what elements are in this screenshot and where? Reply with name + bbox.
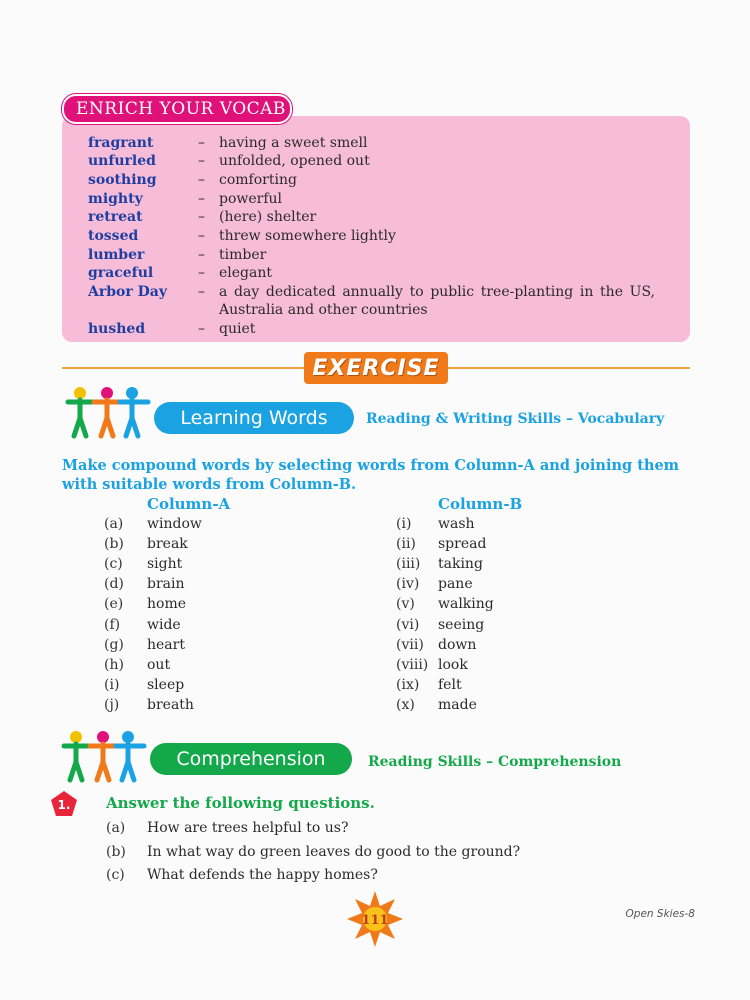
item-label: (i) <box>104 677 120 693</box>
vocab-definition: quiet <box>219 321 256 337</box>
vocab-word: lumber <box>88 247 145 263</box>
item-label: (g) <box>104 637 124 653</box>
item-text: look <box>438 657 468 673</box>
divider-left <box>62 367 304 369</box>
page-number: 111 <box>361 913 389 928</box>
question-number-badge <box>50 790 78 818</box>
vocab-word: unfurled <box>88 153 156 169</box>
learning-words-skill: Reading & Writing Skills – Vocabulary <box>366 411 665 427</box>
vocab-definition: threw somewhere lightly <box>219 228 396 244</box>
vocab-definition: powerful <box>219 191 283 207</box>
item-text: wide <box>147 617 181 633</box>
book-title: Open Skies-8 <box>625 908 695 920</box>
comprehension-skill: Reading Skills – Comprehension <box>368 754 622 770</box>
item-text: window <box>147 516 202 532</box>
vocab-dash: – <box>198 209 205 225</box>
item-label: (ix) <box>396 677 420 693</box>
item-label: (ii) <box>396 536 416 552</box>
vocab-definition: a day dedicated annually to public tree-planting in the US, <box>219 284 655 300</box>
vocab-title: ENRICH YOUR VOCAB <box>62 94 292 124</box>
vocab-definition: unfolded, opened out <box>219 153 370 169</box>
item-text: seeing <box>438 617 485 633</box>
children-group-icon <box>62 384 152 440</box>
item-label: (viii) <box>396 657 429 673</box>
learning-words-instruction: Make compound words by selecting words from Column-A and joining them with suitable words from Column-B. <box>62 457 680 493</box>
vocab-definition: timber <box>219 247 267 263</box>
vocab-definition-continued: Australia and other countries <box>219 302 428 318</box>
item-text: wash <box>438 516 475 532</box>
item-label: (iii) <box>396 556 421 572</box>
item-label: (h) <box>104 657 124 673</box>
vocab-dash: – <box>198 321 205 337</box>
vocab-word: tossed <box>88 228 139 244</box>
item-text: pane <box>438 576 473 592</box>
item-text: brain <box>147 576 185 592</box>
item-text: felt <box>438 677 462 693</box>
question-number: 1. <box>57 798 71 812</box>
item-text: In what way do green leaves do good to the ground? <box>147 844 521 860</box>
vocab-definition: (here) shelter <box>219 209 317 225</box>
item-label: (c) <box>106 867 125 883</box>
item-text: spread <box>438 536 487 552</box>
item-text: heart <box>147 637 185 653</box>
item-label: (j) <box>104 697 120 713</box>
vocab-dash: – <box>198 135 205 151</box>
item-text: out <box>147 657 171 673</box>
vocab-word: mighty <box>88 191 143 207</box>
item-label: (v) <box>396 596 415 612</box>
vocab-word: retreat <box>88 209 143 225</box>
vocab-dash: – <box>198 247 205 263</box>
question-heading: Answer the following questions. <box>106 794 375 812</box>
vocab-dash: – <box>198 228 205 244</box>
item-text: down <box>438 637 477 653</box>
item-text: break <box>147 536 188 552</box>
item-label: (i) <box>396 516 412 532</box>
page-number-badge <box>346 890 404 948</box>
vocab-definition: having a sweet smell <box>219 135 368 151</box>
item-label: (f) <box>104 617 121 633</box>
divider-right <box>448 367 690 369</box>
item-label: (b) <box>106 844 126 860</box>
item-label: (a) <box>106 820 126 836</box>
vocab-dash: – <box>198 284 205 300</box>
item-label: (c) <box>104 556 123 572</box>
vocab-dash: – <box>198 191 205 207</box>
children-group-icon <box>58 728 148 784</box>
vocab-definition: elegant <box>219 265 272 281</box>
item-text: breath <box>147 697 194 713</box>
item-label: (x) <box>396 697 415 713</box>
item-text: sleep <box>147 677 185 693</box>
item-label: (d) <box>104 576 124 592</box>
vocab-dash: – <box>198 172 205 188</box>
vocab-definition: comforting <box>219 172 297 188</box>
vocab-word: graceful <box>88 265 154 281</box>
vocab-dash: – <box>198 265 205 281</box>
item-text: What defends the happy homes? <box>147 867 378 883</box>
vocab-word: Arbor Day <box>88 284 167 300</box>
vocab-word: soothing <box>88 172 157 188</box>
item-label: (a) <box>104 516 124 532</box>
vocab-word: fragrant <box>88 135 154 151</box>
column-b-heading: Column-B <box>438 495 523 513</box>
learning-words-ribbon: Learning Words <box>154 402 354 434</box>
vocab-word: hushed <box>88 321 146 337</box>
item-text: taking <box>438 556 483 572</box>
exercise-banner: EXERCISE <box>304 352 448 384</box>
comprehension-ribbon: Comprehension <box>150 743 352 775</box>
item-text: sight <box>147 556 183 572</box>
item-label: (vii) <box>396 637 424 653</box>
item-text: made <box>438 697 477 713</box>
item-label: (iv) <box>396 576 420 592</box>
item-label: (vi) <box>396 617 420 633</box>
item-text: How are trees helpful to us? <box>147 820 349 836</box>
item-text: walking <box>438 596 494 612</box>
vocab-dash: – <box>198 153 205 169</box>
item-text: home <box>147 596 187 612</box>
item-label: (b) <box>104 536 124 552</box>
item-label: (e) <box>104 596 124 612</box>
column-a-heading: Column-A <box>147 495 231 513</box>
